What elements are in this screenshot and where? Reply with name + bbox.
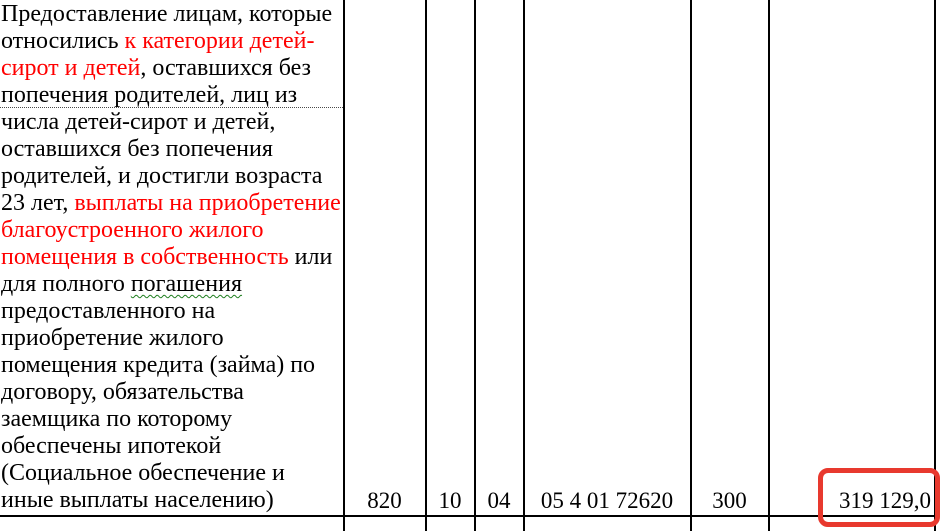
table-border-vertical [523,0,525,531]
cell-section[interactable]: 10 [438,488,462,513]
table-border-vertical [690,0,692,531]
description-segment: предоставленного на приобретение жилого помещения кредита (займа) по договору, обязательства заемщика по которому обеспечены ипотекой (Социальное обеспечение и иные выплаты населению) [1,298,316,513]
description-segment: или для полного [1,244,333,297]
table-border-vertical [768,0,770,531]
table-border-vertical [343,0,345,531]
description-red-segment: выплаты на приобретение благоустроенного жилого помещения в собственность [1,190,341,270]
table-border-vertical [474,0,476,531]
description-segment: Предоставление лицам, которые относились [1,1,333,54]
description-cell[interactable] [1,1,342,514]
cell-code-820[interactable]: 820 [367,488,402,513]
highlight-annotation-box [818,468,940,527]
table-border-row-bottom [0,515,936,517]
description-segment: погашения [130,271,243,297]
description-red-segment: к категории детей-сирот и детей [1,28,315,81]
description-segment: , оставшихся без попечения родителей, лиц из числа детей-сирот и детей, оставшихся без попечения родителей, и достигли возраста 23 лет, [1,55,323,216]
table-border-vertical [934,0,936,531]
cell-amount[interactable]: 319 129,0 [839,488,931,513]
cell-expense-type[interactable]: 300 [712,488,747,513]
table-border-vertical [425,0,427,531]
cell-subsection[interactable]: 04 [487,488,511,513]
cell-target-article[interactable]: 05 4 01 72620 [540,488,674,513]
